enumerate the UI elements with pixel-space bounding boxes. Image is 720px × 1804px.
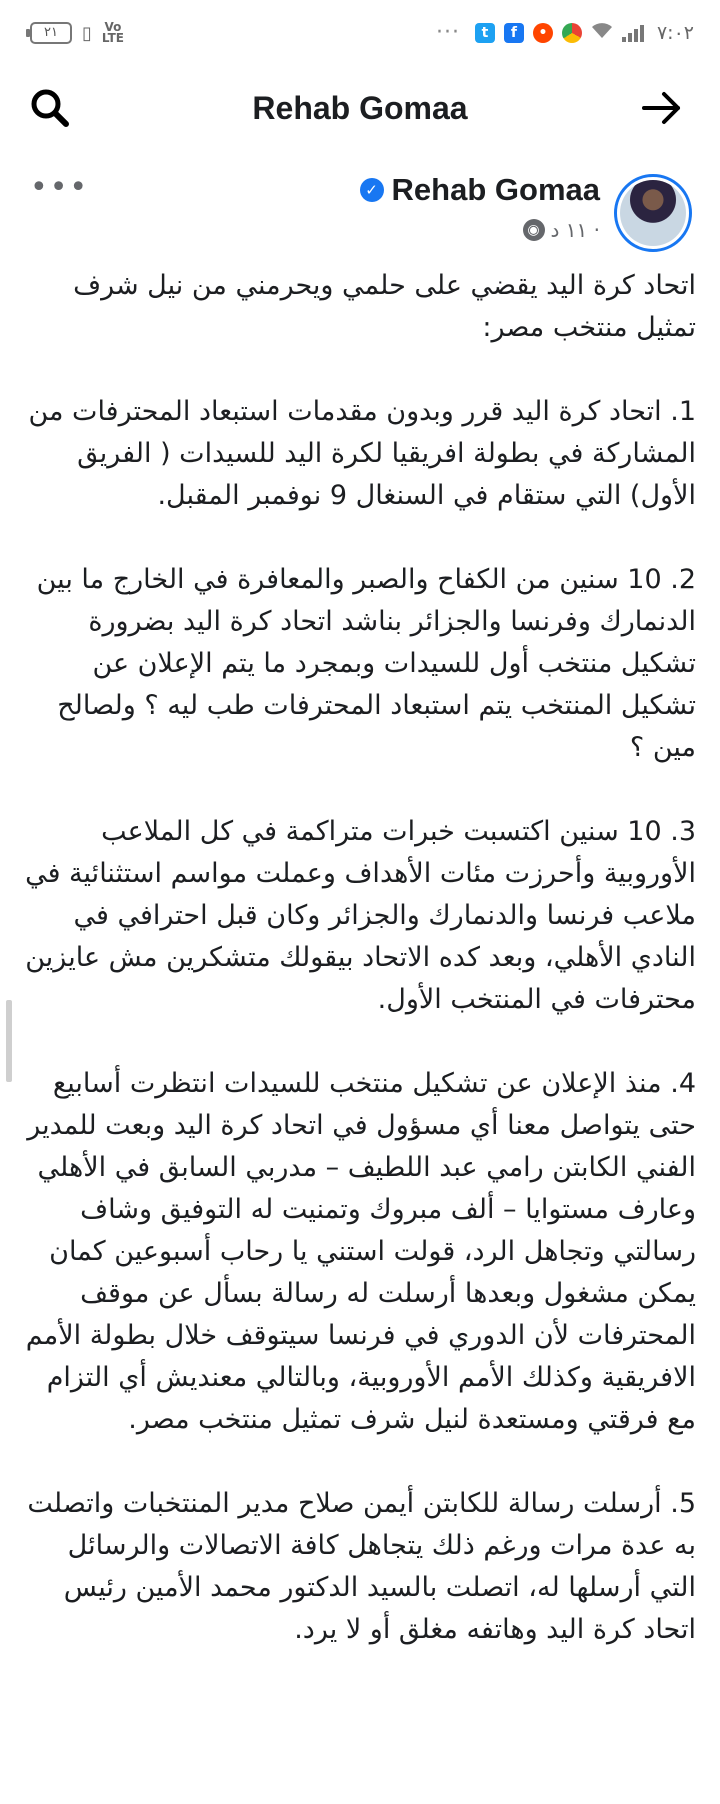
arrow-right-icon[interactable] (640, 86, 690, 136)
reddit-icon: • (533, 23, 553, 43)
twitter-icon: t (475, 23, 495, 43)
globe-icon: ◉ (523, 219, 545, 241)
volte-icon: Vo LTE (101, 20, 124, 45)
chrome-icon (562, 23, 582, 43)
more-options-icon[interactable]: ••• (30, 170, 90, 205)
wifi-icon (591, 21, 613, 45)
post-text (24, 265, 696, 1693)
more-notifications: ··· (435, 20, 460, 45)
battery-level: ٢١ (44, 25, 58, 40)
post-paragraph: اتحاد كرة اليد يقضي على حلمي ويحرمني من نيل شرف تمثيل منتخب مصر: (73, 270, 696, 343)
battery-icon (30, 22, 72, 44)
post-paragraph: 1. اتحاد كرة اليد قرر وبدون مقدمات استبعاد المحترفات من المشاركة في بطولة افريقيا لكرة اليد للسيدات ( الفريق الأول) التي ستقام في السنغال 9 نوفمبر المقبل. (28, 396, 696, 511)
verified-badge-icon: ✓ (360, 178, 384, 202)
vibrate-icon: ▯ (82, 22, 92, 44)
post-paragraph: 4. منذ الإعلان عن تشكيل منتخب للسيدات انتظرت أسابيع حتى يتواصل معنا أي مسؤول في اتحاد كرة اليد وبعت للمدير الفني الكابتن رامي عبد اللطيف – مدربي السابق في الأهلي وعارف مستوايا – ألف مبروك وتمنيت له التوفيق وشاف رسالتي وتجاهل الرد، قولت استني يا رحاب أسبوعين كمان يمكن مشغول وبعدها أرسلت له رسالة بسأل عن موقف المحترفات لأن الدوري في فرنسا سيتوقف خلال بطولة الأمم الافريقية وكذلك الأمم الأوروبية، وبالتالي معنديش أي التزام مع فرقتي ومستعدة لنيل شرف تمثيل منتخب مصر. (25, 1068, 696, 1435)
post-time[interactable]: ١١ د · (550, 218, 600, 242)
status-time: ٧:٠٢ (656, 21, 694, 44)
status-right (436, 20, 694, 45)
post-paragraph: 3. 10 سنين اكتسبت خبرات متراكمة في كل الملاعب الأوروبية وأحرزت مئات الأهداف وعملت مواسم استثنائية في ملاعب فرنسا والدنمارك والجزائر وكان قبل احترافي في النادي الأهلي، وبعد كده الاتحاد بيقولك متشكرين مش عايزين محترفات في المنتخب الأول. (25, 816, 696, 1015)
status-bar (0, 0, 720, 70)
page-title: Rehab Gomaa (252, 90, 468, 126)
app-header (0, 70, 720, 150)
avatar[interactable] (614, 174, 692, 252)
facebook-icon: f (504, 23, 524, 43)
post-paragraph: 5. أرسلت رسالة للكابتن أيمن صلاح مدير المنتخبات واتصلت به عدة مرات ورغم ذلك يتجاهل كافة الاتصالات والرسائل التي أرسلها له، اتصلت بالسيد الدكتور محمد الأمين رئيس اتحاد كرة اليد وهاتفه مغلق أو لا يرد. (27, 1488, 696, 1645)
scroll-indicator[interactable] (6, 1000, 12, 1082)
author-row (360, 172, 600, 208)
author-name[interactable]: Rehab Gomaa (391, 172, 600, 207)
signal-icon (622, 24, 644, 42)
status-left (30, 22, 124, 44)
post-paragraph: 2. 10 سنين من الكفاح والصبر والمعافرة في الخارج ما بين الدنمارك وفرنسا والجزائر بناشد اتحاد كرة اليد بضرورة تشكيل منتخب أول للسيدات وبمجرد ما يتم الإعلان عن تشكيل المنتخب يتم استبعاد المحترفات طب ليه ؟ ولصالح مين ؟ (36, 564, 696, 763)
avatar-image (620, 180, 686, 246)
post-header (0, 170, 720, 270)
post-meta (523, 218, 600, 242)
